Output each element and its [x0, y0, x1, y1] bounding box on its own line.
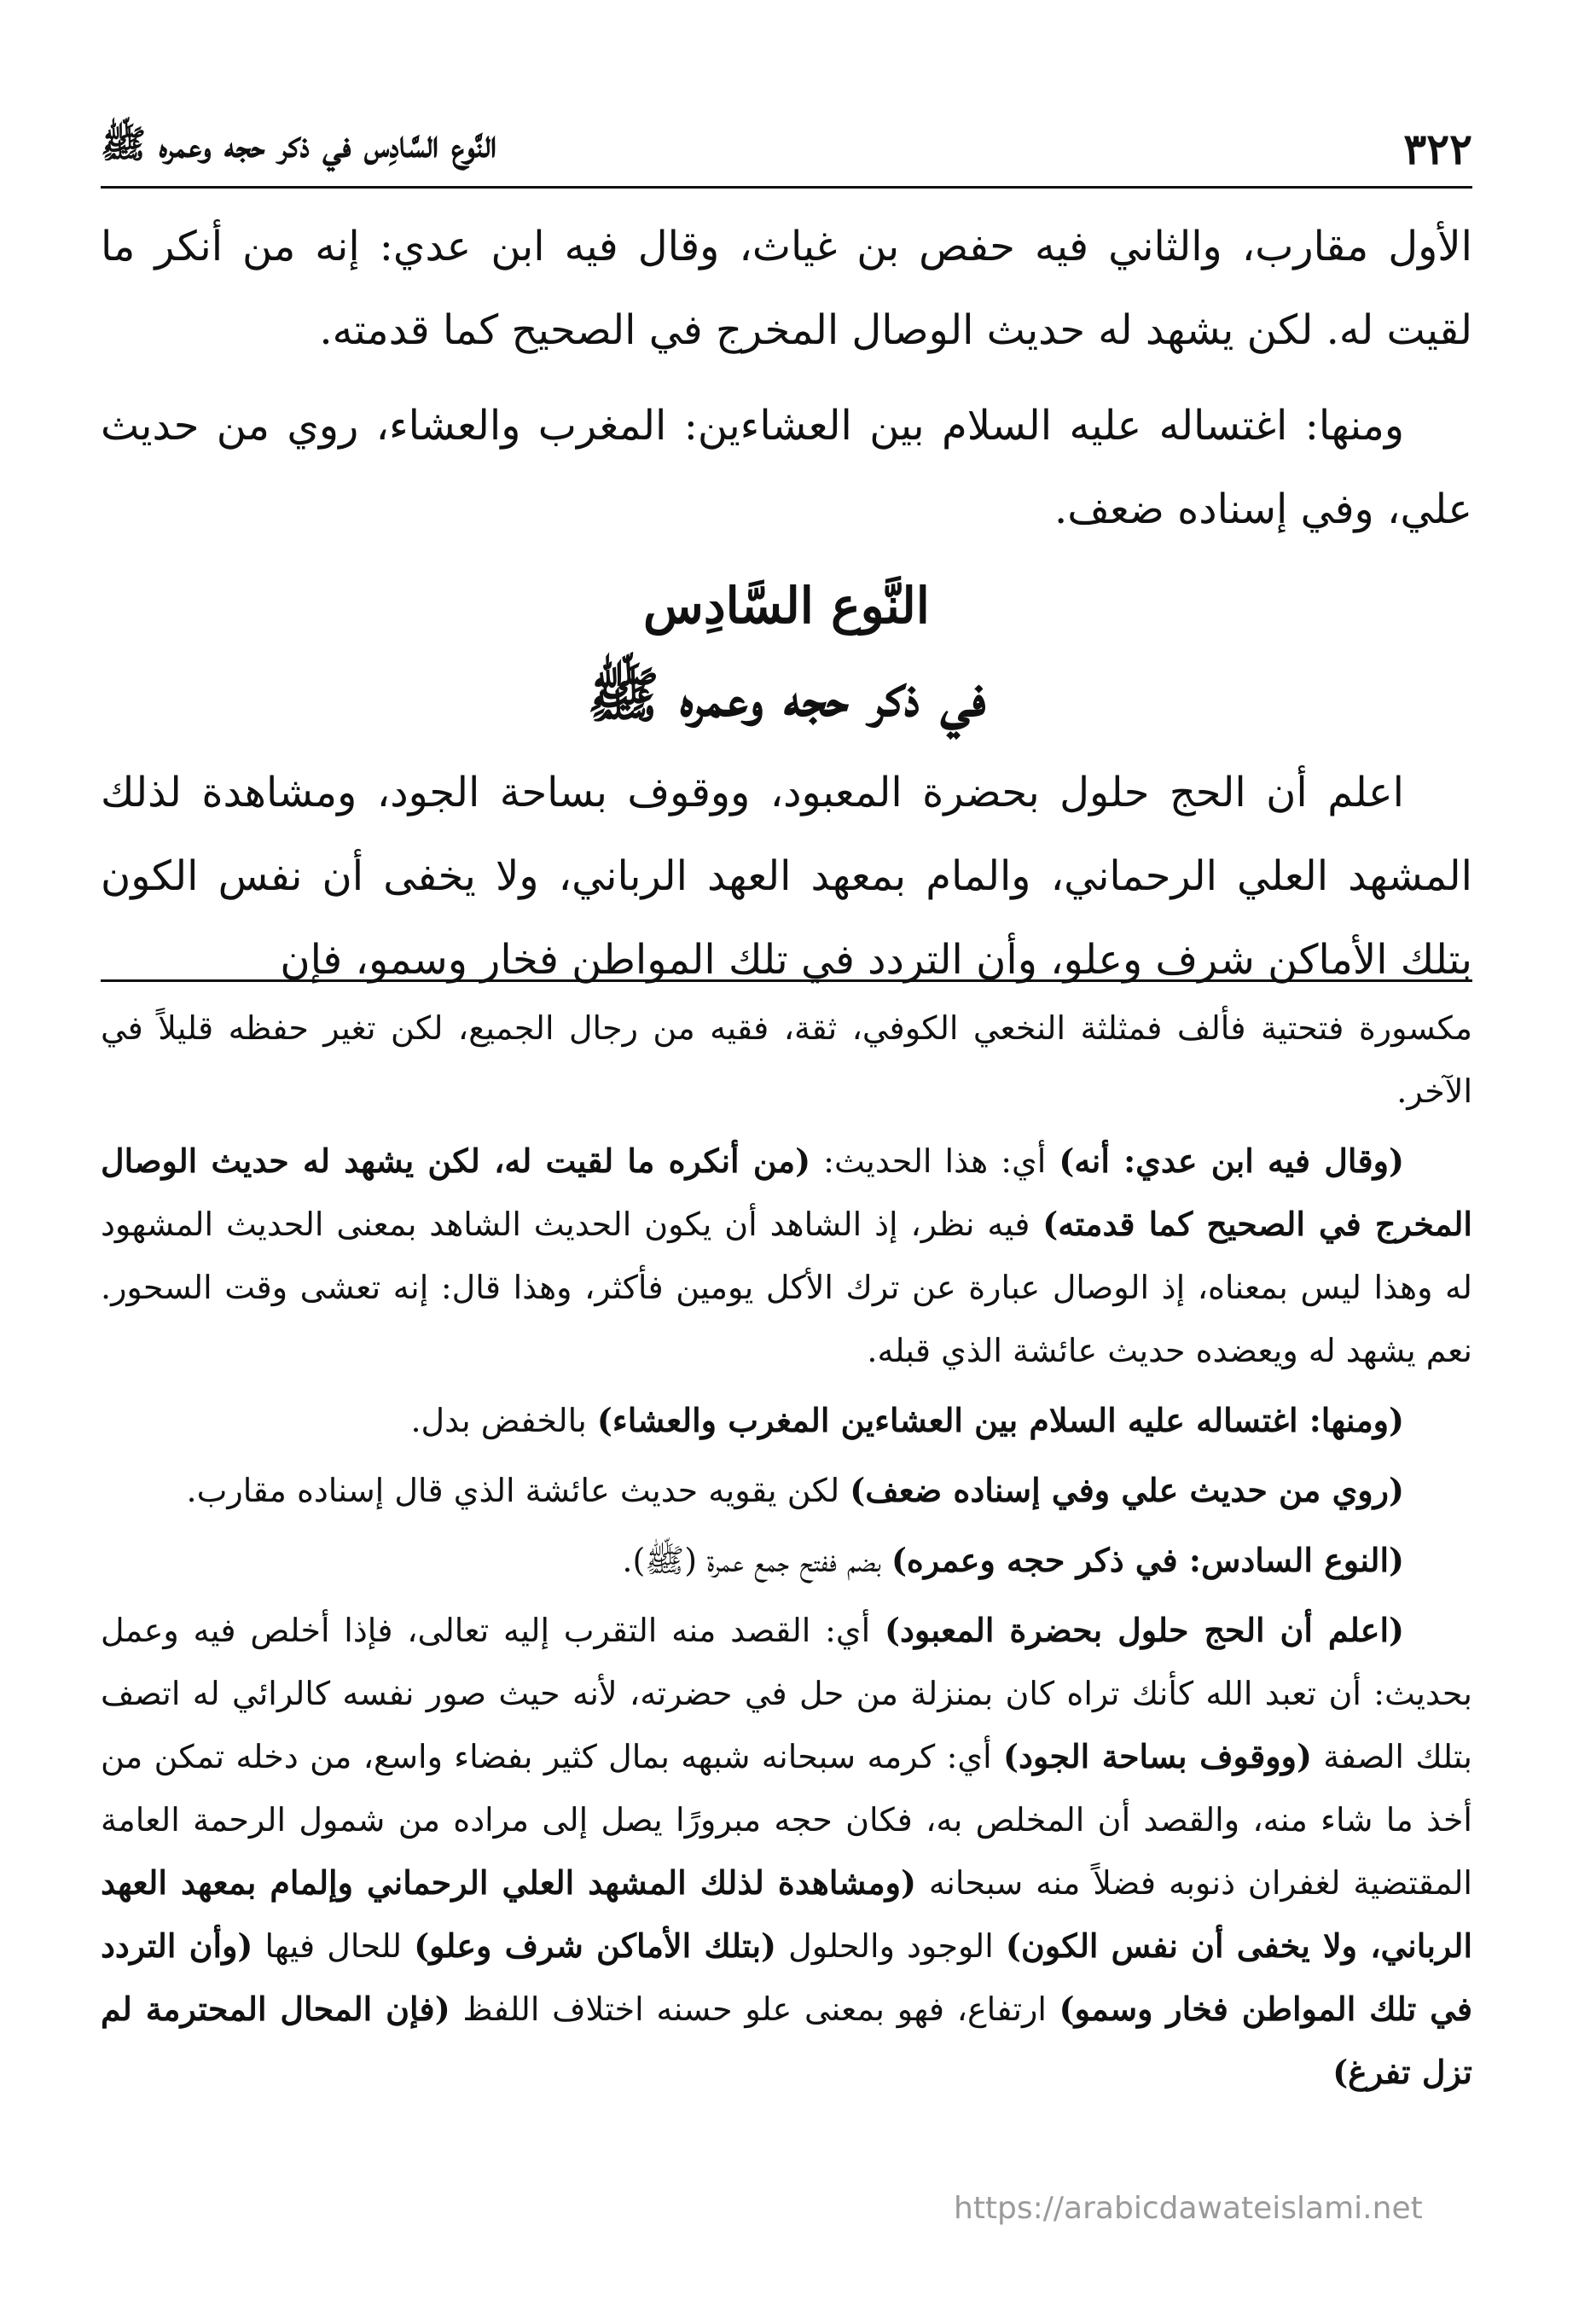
chapter-heading	[101, 563, 1472, 742]
note-4-text: لكن يقويه حديث عائشة الذي قال إسناده مقارب.	[186, 1472, 850, 1509]
note-6-quote-e: (وأن التردد في تلك المواطن فخار وسمو)	[101, 1926, 1472, 2028]
page-number: ٣٢٢	[1403, 123, 1472, 174]
note-6-quote-d: (بتلك الأماكن شرف وعلو)	[414, 1926, 777, 1965]
main-paragraph-1: الأول مقارب، والثاني فيه حفص بن غياث، وقال فيه ابن عدي: إنه من أنكر ما لقيت له. لكن يشهد له حديث الوصال المخرج في الصحيح كما قدمته.	[101, 223, 1472, 354]
chapter-heading-subtitle: في ذكر حجه وعمره ﷺ	[587, 659, 986, 730]
note-6-text-d: للحال فيها	[252, 1927, 415, 1965]
source-watermark: https://arabicdawateislami.net	[954, 2191, 1423, 2226]
note-6-quote-c: (ومشاهدة لذلك المشهد العلي الرحماني وإلمام بمعهد العهد الرباني، ولا يخفى أن نفس الكون)	[101, 1863, 1473, 1965]
note-4	[101, 1459, 1472, 1522]
footnote-divider	[101, 979, 1472, 982]
note-2	[101, 1130, 1472, 1382]
note-6-text-b: أي: كرمه سبحانه شبهه بمال كثير بفضاء واسع، من دخله تمكن من أخذ ما شاء منه، والقصد أن المخلص به، فكان حجه مبرورًا يصل إلى مراده من شمول الرحمة العامة المقتضية لغفران ذنوبه فضلاً منه سبحانه	[101, 1738, 1472, 1902]
note-6-quote-a: (اعلم أن الحج حلول بحضرة المعبود)	[884, 1611, 1404, 1649]
running-title: النَّوع السَّادِس في ذكر حجه وعمره ﷺ	[101, 123, 497, 166]
note-3	[101, 1389, 1472, 1452]
note-5	[101, 1529, 1472, 1592]
note-3-quote: (ومنها: اغتساله عليه السلام بين العشاءين المغرب والعشاء)	[596, 1401, 1404, 1439]
note-5-text: بضم ففتح جمع عمرة (ﷺ).	[622, 1542, 891, 1579]
page-header	[101, 111, 1472, 189]
note-6-text-a: أي: القصد منه التقرب إليه تعالى، فإذا أخلص فيه وعمل بحديث: أن تعبد الله كأنك تراه كان بمنزلة من حل في حضرته، لأنه حيث صور نفسه كالرائي له اتصف بتلك الصفة	[101, 1612, 1472, 1775]
note-2-quote-b: (من أنكره ما لقيت له، لكن يشهد له حديث الوصال المخرج في الصحيح كما قدمته)	[101, 1142, 1472, 1243]
note-3-text: بالخفض بدل.	[410, 1402, 597, 1439]
note-6-quote-f: (فإن المحال المحترمة لم تزل تفرغ)	[101, 1990, 1472, 2091]
note-1	[101, 996, 1472, 1123]
note-2-text-b: فيه نظر، إذ الشاهد أن يكون الحديث الشاهد بمعنى الحديث المشهود له وهذا ليس بمعناه، إذ الوصال عبارة عن ترك الأكل يومين فأكثر، وهذا قال: إنه تعشى وقت السحور. نعم يشهد له ويعضده حديث عائشة الذي قبله.	[101, 1206, 1472, 1369]
commentary-notes	[101, 996, 1472, 2111]
note-5-quote: (النوع السادس: في ذكر حجه وعمره)	[891, 1541, 1404, 1579]
note-1-text: مكسورة فتحتية فألف فمثلثة النخعي الكوفي، ثقة، فقيه من رجال الجميع، لكن تغير حفظه قليلاً في الآخر.	[101, 1009, 1472, 1110]
note-6-text-e: ارتفاع، فهو بمعنى علو حسنه اختلاف اللفظ	[450, 1990, 1059, 2028]
main-paragraph-3: اعلم أن الحج حلول بحضرة المعبود، ووقوف بساحة الجود، ومشاهدة لذلك المشهد العلي الرحماني، والمام بمعهد العهد الرباني، ولا يخفى أن نفس الكون بتلك الأماكن شرف وعلو، وأن التردد في تلك المواطن فخار وسمو، فإن	[101, 769, 1472, 984]
note-6	[101, 1599, 1472, 2104]
note-6-quote-b: (ووقوف بساحة الجود)	[1003, 1737, 1312, 1775]
note-2-quote-a: (وقال فيه ابن عدي: أنه)	[1059, 1142, 1404, 1180]
main-text	[101, 205, 1472, 1014]
note-4-quote: (روي من حديث علي وفي إسناده ضعف)	[850, 1471, 1404, 1509]
note-6-text-c: الوجود والحلول	[776, 1927, 1006, 1965]
main-paragraph-2: ومنها: اغتساله عليه السلام بين العشاءين: المغرب والعشاء، روي من حديث علي، وفي إسناده ضعف.	[101, 402, 1472, 533]
note-2-text-a: أي: هذا الحديث:	[810, 1142, 1059, 1180]
chapter-heading-title: النَّوع السَّادِس	[643, 577, 930, 635]
